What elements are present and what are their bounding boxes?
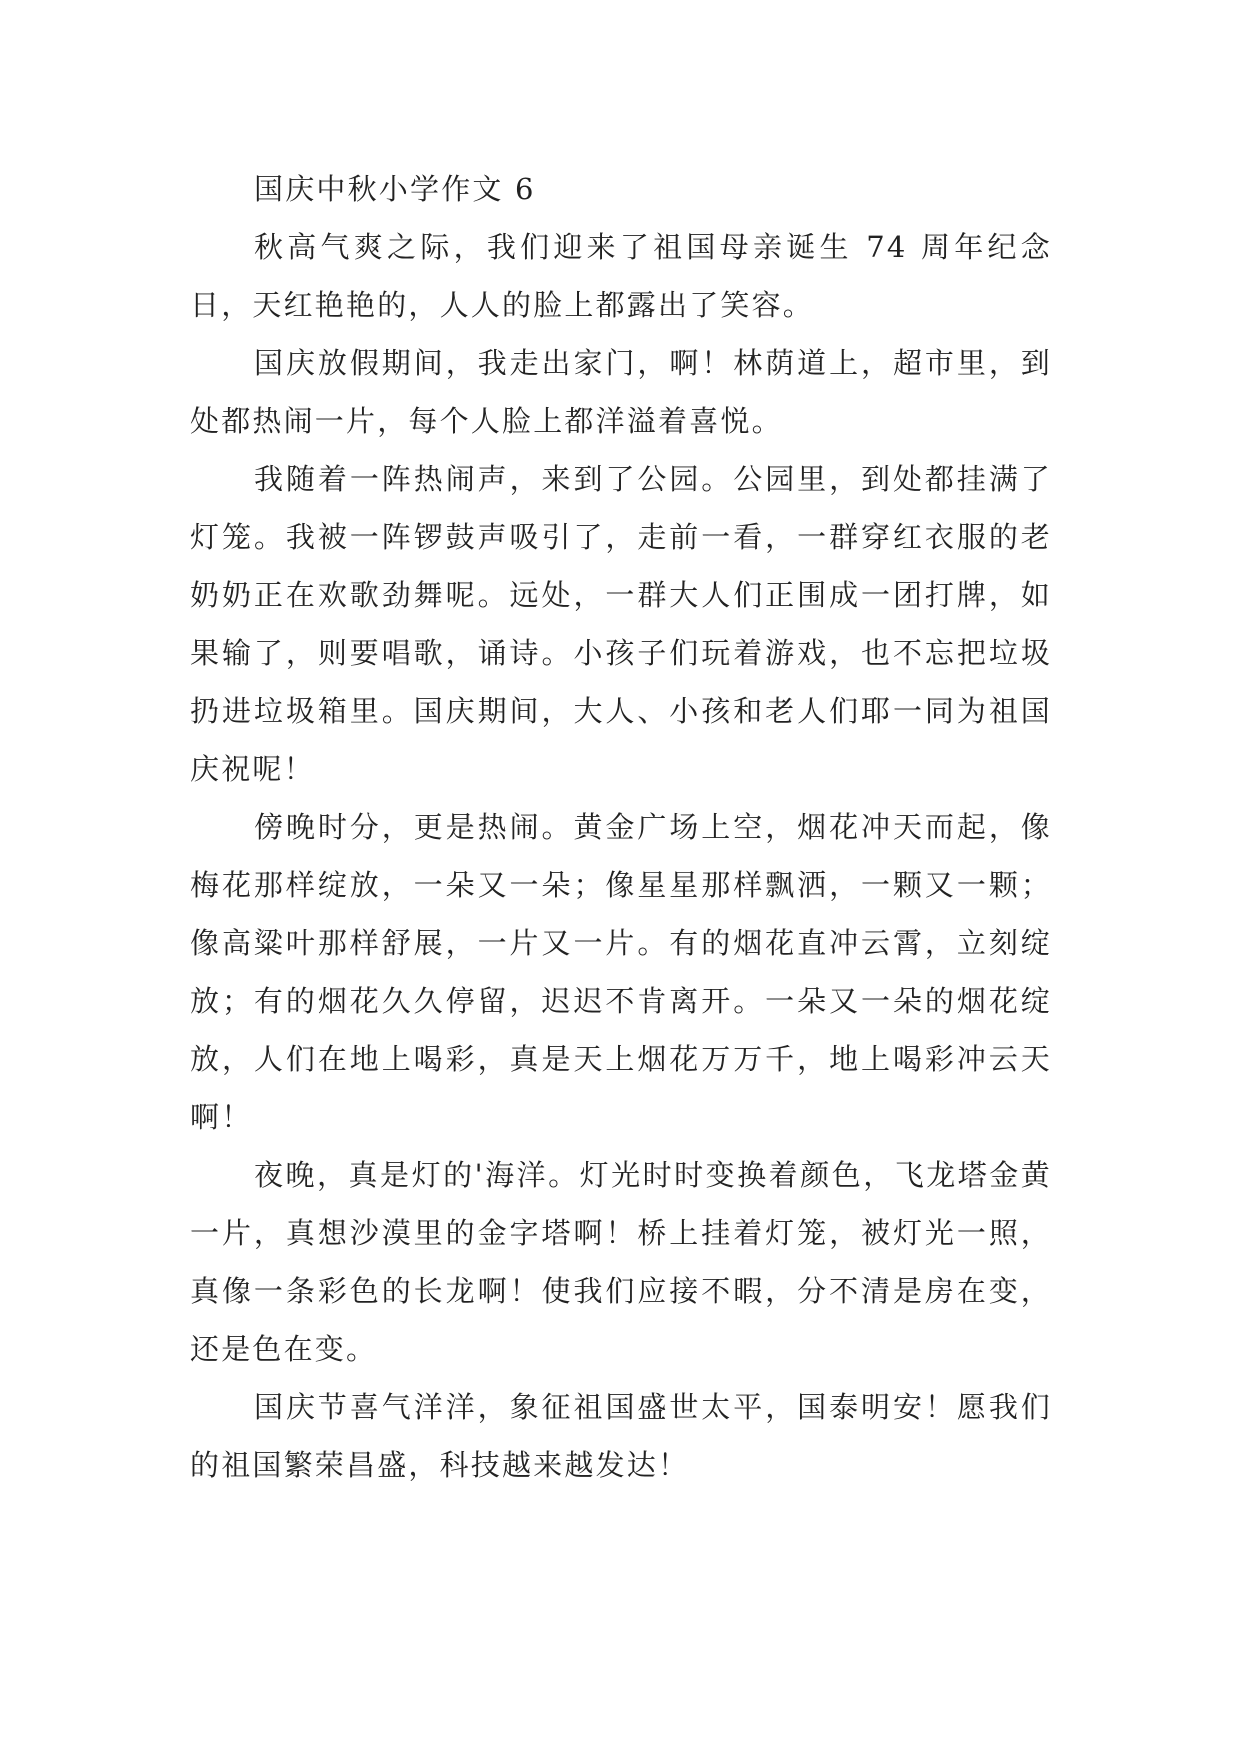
paragraph-4: 傍晚时分，更是热闹。黄金广场上空，烟花冲天而起，像梅花那样绽放，一朵又一朵；像星星那样飘洒，一颗又一颗；像高粱叶那样舒展，一片又一片。有的烟花直冲云霄，立刻绽放；有的烟花久久停留，迟迟不肯离开。一朵又一朵的烟花绽放，人们在地上喝彩，真是天上烟花万万千，地上喝彩冲云天啊！ [190,810,1052,1134]
essay-title: 国庆中秋小学作文 6 [254,172,536,206]
essay-body [190,160,1052,1494]
paragraph-5: 夜晚，真是灯的'海洋。灯光时时变换着颜色，飞龙塔金黄一片，真想沙漠里的金字塔啊！桥上挂着灯笼，被灯光一照，真像一条彩色的长龙啊！使我们应接不暇，分不清是房在变，还是色在变。 [190,1158,1052,1366]
paragraph-3: 我随着一阵热闹声，来到了公园。公园里，到处都挂满了灯笼。我被一阵锣鼓声吸引了，走前一看，一群穿红衣服的老奶奶正在欢歌劲舞呢。远处，一群大人们正围成一团打牌，如果输了，则要唱歌，诵诗。小孩子们玩着游戏，也不忘把垃圾扔进垃圾箱里。国庆期间，大人、小孩和老人们耶一同为祖国庆祝呢！ [190,462,1052,786]
paragraph-6: 国庆节喜气洋洋，象征祖国盛世太平，国泰明安！愿我们的祖国繁荣昌盛，科技越来越发达！ [190,1390,1052,1482]
paragraph-2: 国庆放假期间，我走出家门，啊！林荫道上，超市里，到处都热闹一片，每个人脸上都洋溢着喜悦。 [190,346,1052,438]
paragraph-1: 秋高气爽之际，我们迎来了祖国母亲诞生 74 周年纪念日，天红艳艳的，人人的脸上都露出了笑容。 [190,230,1052,322]
